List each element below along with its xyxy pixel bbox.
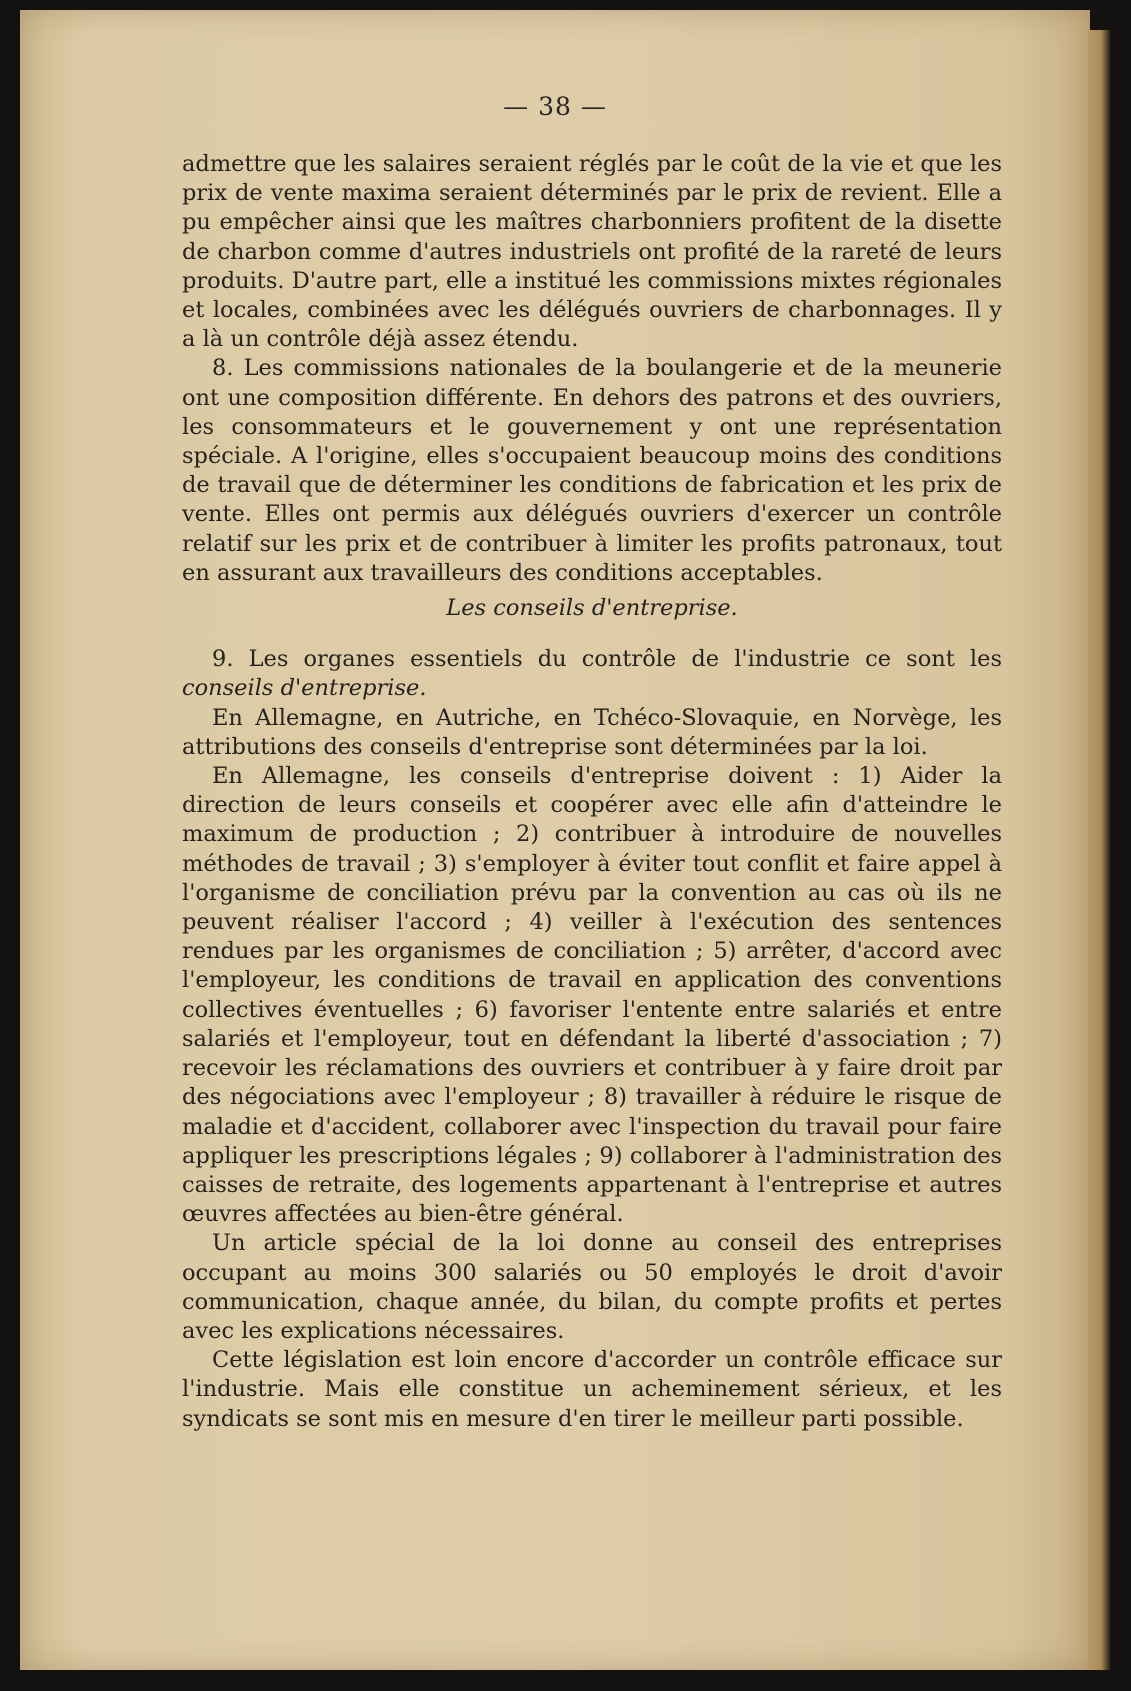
section-heading: Les conseils d'entreprise. [446, 595, 738, 622]
page-number: — 38 — [503, 92, 607, 121]
paragraph-countries: En Allemagne, en Autriche, en Tchéco-Slovaquie, en Norvège, les attributions des conseils d'entreprise sont déterminées par la loi. [182, 704, 1002, 760]
paragraph-1: admettre que les salaires seraient réglés par le coût de la vie et que les prix de vente maxima seraient déterminés par le prix de revient. Elle a pu empêcher ainsi que les maîtres charbonniers profitent de la disette de charbon comme d'autres industriels ont profité de la rareté de leurs produits. D'autre part, elle a institué les commissions mixtes régionales et locales, combinées avec les délégués ouvriers de charbonnages. Il y a là un contrôle déjà assez étendu. [182, 151, 1002, 353]
paragraph-9 [182, 645, 1002, 703]
paragraph-8: 8. Les commissions nationales de la boulangerie et de la meunerie ont une composition différente. En dehors des patrons et des ouvriers, les consommateurs et le gouvernement y ont une représentation spéciale. A l'origine, elles s'occupaient beaucoup moins des conditions de travail que de déterminer les conditions de fabrication et les prix de vente. Elles ont permis aux délégués ouvriers d'exercer un contrôle relatif sur les prix et de contribuer à limiter les profits patronaux, tout en assurant aux travailleurs des conditions acceptables. [182, 355, 1002, 586]
book-page [20, 10, 1090, 1670]
page-edge [1088, 30, 1110, 1670]
paragraph-special-article: Un article spécial de la loi donne au conseil des entreprises occupant au moins 300 salariés ou 50 employés le droit d'avoir communication, chaque année, du bilan, du compte profits et pertes avec les explications nécessaires. [182, 1230, 1002, 1344]
paragraph-conclusion: Cette législation est loin encore d'accorder un contrôle efficace sur l'industrie. Mais elle constitue un acheminement sérieux, et les syndicats se sont mis en mesure d'en tirer le meilleur parti possible. [182, 1347, 1002, 1432]
body-text [182, 150, 1002, 1438]
paragraph-9-text: 9. Les organes essentiels du contrôle de l'industrie ce sont les [212, 646, 1002, 673]
paragraph-germany-duties: En Allemagne, les conseils d'entreprise doivent : 1) Aider la direction de leurs conseils et coopérer avec elle afin d'atteindre le maximum de production ; 2) contribuer à introduire de nouvelles méthodes de travail ; 3) s'employer à éviter tout conflit et faire appel à l'organisme de conciliation prévu par la convention au cas où ils ne peuvent réaliser l'accord ; 4) veiller à l'exécution des sentences rendues par les organismes de conciliation ; 5) arrêter, d'accord avec l'employeur, les conditions de travail en application des conventions collectives éventuelles ; 6) favoriser l'entente entre salariés et entre salariés et l'employeur, tout en défendant la liberté d'association ; 7) recevoir les réclamations des ouvriers et contribuer à y faire droit par des négociations avec l'employeur ; 8) travailler à réduire le risque de maladie et d'accident, collaborer avec l'inspection du travail pour faire appliquer les prescriptions légales ; 9) collaborer à l'administration des caisses de retraite, des logements appartenant à l'entreprise et autres œuvres affectées au bien-être général. [182, 763, 1002, 1228]
paragraph-9-emphasis: conseils d'entreprise. [182, 675, 427, 702]
